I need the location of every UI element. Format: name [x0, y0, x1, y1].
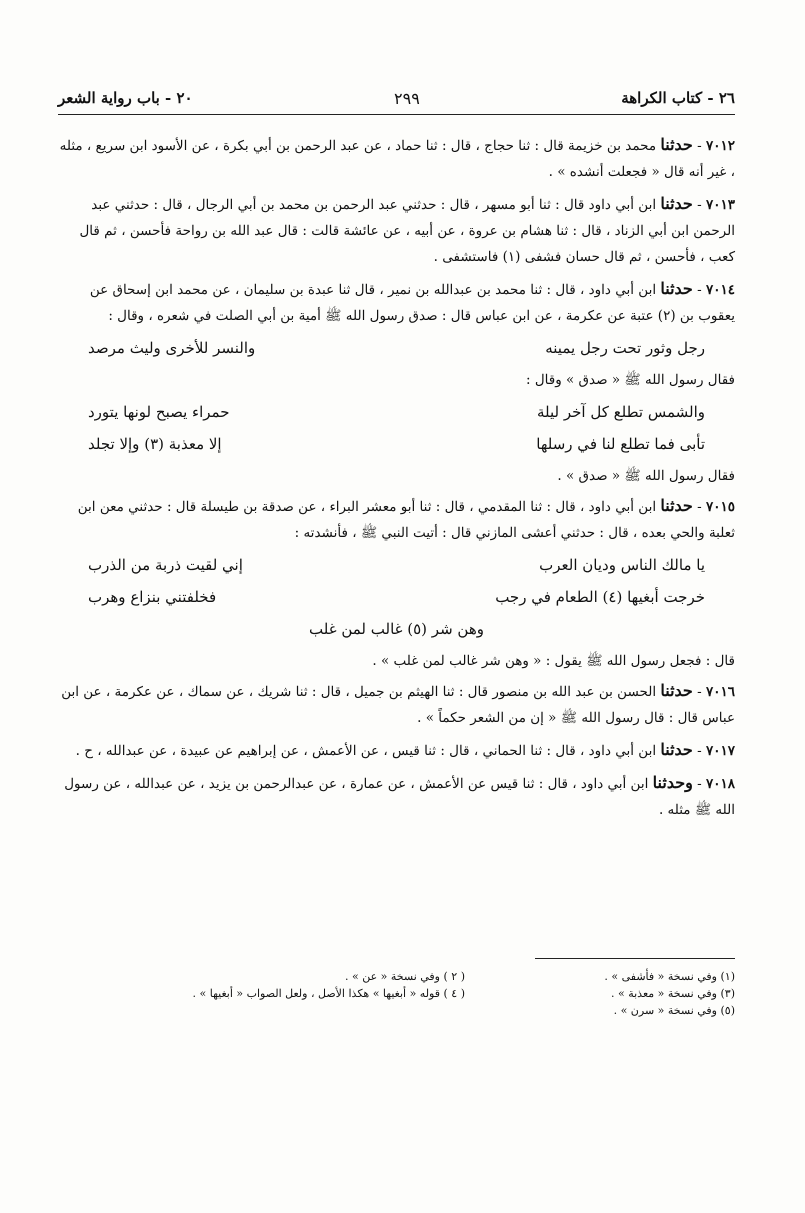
hadith-7015: ٧٠١٥ - حدثنا ابن أبي داود ، قال : ثنا المقدمي ، قال : ثنا أبو معشر البراء ، عن صدقة بن طيسلة قال : حدثني معن ابن ثعلبة والحي بعده ، قال : حدثني أعشى المازني قال : أتيت النبي ﷺ ، فأنشدته : — [77, 496, 735, 541]
footnotes-column-right — [505, 968, 735, 1019]
hemistich: يا مالك الناس وديان العرب — [539, 556, 705, 574]
hadith-opening: وحدثنا — [652, 773, 693, 792]
hemistich: وهن شر (٥) غالب لمن غلب — [309, 620, 484, 638]
hemistich: إلا معذبة (٣) وإلا تجلد — [88, 435, 222, 453]
hadith-7013: ٧٠١٣ - حدثنا ابن أبي داود قال : ثنا أبو مسهر ، قال : حدثني عبد الرحمن بن محمد بن أبي الرجال ، قال : حدثني عبد الرحمن ابن أبي الزناد ، قال : ثنا هشام بن عروة ، عن أبيه ، عن عائشة قالت : قال عبد الله بن رواحة فأحسن ، ثم قال كعب ، فأحسن ، ثم قال حسان فشفى (١) فاستشفى . — [79, 194, 735, 265]
verse-line — [58, 399, 735, 425]
hadith-number: ٧٠١٨ — [705, 776, 735, 792]
footnote: (١) وفي نسخة « فأشفى » . — [604, 970, 735, 983]
hadith-text: ابن أبي داود ، قال : ثنا قيس عن الأعمش ، عن عمارة ، عن عبدالرحمن بن يزيد ، عن عبدالله ، عن رسول الله ﷺ مثله . — [64, 776, 735, 818]
hemistich: فخلفتني بنزاع وهرب — [88, 588, 217, 606]
hadith-text: ابن أبي داود ، قال : ثنا الحماني ، قال : ثنا قيس ، عن الأعمش ، عن إبراهيم عن عبيدة ، عن عبدالله ، ح . — [75, 743, 657, 759]
verse-line — [58, 616, 735, 642]
hadith-number: ٧٠١٥ — [705, 499, 735, 515]
hadith-7018: ٧٠١٨ - وحدثنا ابن أبي داود ، قال : ثنا قيس عن الأعمش ، عن عمارة ، عن عبدالرحمن بن يزيد ، عن عبدالله ، عن رسول الله ﷺ مثله . — [64, 773, 735, 818]
verse-line — [58, 584, 735, 610]
verse-line — [58, 431, 735, 457]
hadith-7017: ٧٠١٧ - حدثنا ابن أبي داود ، قال : ثنا الحماني ، قال : ثنا قيس ، عن الأعمش ، عن إبراهيم عن عبيدة ، عن عبدالله ، ح . — [75, 740, 735, 759]
narration-line: قال : فجعل رسول الله ﷺ يقول : « وهن شر غالب لمن غلب » . — [372, 653, 735, 669]
hemistich: والشمس تطلع كل آخر ليلة — [537, 403, 705, 421]
page-header — [58, 84, 735, 112]
hadith-opening: حدثنا — [660, 740, 693, 759]
footnote: (٣) وفي نسخة « معذبة » . — [611, 987, 735, 1000]
chapter-title: ٢٦ - كتاب الكراهة — [621, 89, 735, 107]
hemistich: إني لقيت ذربة من الذرب — [88, 556, 243, 574]
hadith-number: ٧٠١٦ — [705, 684, 735, 700]
verse-line — [58, 552, 735, 578]
hadith-opening: حدثنا — [660, 279, 693, 298]
footnotes — [80, 968, 735, 1019]
hadith-number: ٧٠١٣ — [705, 197, 735, 213]
hadith-opening: حدثنا — [660, 496, 693, 515]
hadith-number: ٧٠١٢ — [705, 138, 735, 154]
section-title: ٢٠ - باب رواية الشعر — [58, 89, 193, 107]
header-rule — [58, 114, 735, 115]
hadith-number: ٧٠١٤ — [705, 282, 735, 298]
hadith-opening: حدثنا — [660, 194, 693, 213]
hemistich: والنسر للأخرى وليث مرصد — [88, 339, 256, 357]
hadith-7012: ٧٠١٢ - حدثنا محمد بن خزيمة قال : ثنا حجاج ، قال : ثنا حماد ، عن عبد الرحمن بن أبي بكرة ، عن الأسود ابن سريع ، مثله ، غير أنه قال « فجعلت أنشده » . — [59, 135, 735, 180]
hemistich: رجل وثور تحت رجل يمينه — [545, 339, 705, 357]
hadith-opening: حدثنا — [660, 135, 693, 154]
hadith-text: ابن أبي داود ، قال : ثنا محمد بن عبدالله بن نمير ، قال ثنا عبدة بن سليمان ، عن محمد ابن إسحاق عن يعقوب بن (٢) عتبة عن عكرمة ، عن ابن عباس قال : صدق رسول الله ﷺ أمية بن أبي الصلت في شعره ، وقال : — [89, 282, 735, 324]
hadith-text: ابن أبي داود قال : ثنا أبو مسهر ، قال : حدثني عبد الرحمن بن محمد بن أبي الرجال ، قال : حدثني عبد الرحمن ابن أبي الزناد ، قال : ثنا هشام بن عروة ، عن أبيه ، عن عائشة قالت : قال عبد الله بن رواحة فأحسن ، ثم قال كعب ، فأحسن ، ثم قال حسان فشفى (١) فاستشفى . — [79, 197, 735, 265]
narration-line: فقال رسول الله ﷺ « صدق » وقال : — [525, 372, 735, 388]
narration-line: فقال رسول الله ﷺ « صدق » . — [557, 468, 735, 484]
hadith-text: محمد بن خزيمة قال : ثنا حجاج ، قال : ثنا حماد ، عن عبد الرحمن بن أبي بكرة ، عن الأسود ابن سريع ، مثله ، غير أنه قال « فجعلت أنشده » . — [59, 138, 735, 180]
hadith-number: ٧٠١٧ — [705, 743, 735, 759]
verse-line — [58, 335, 735, 361]
hemistich: تأبى فما تطلع لنا في رسلها — [536, 435, 705, 453]
hadith-text: ابن أبي داود ، قال : ثنا المقدمي ، قال : ثنا أبو معشر البراء ، عن صدقة بن طيسلة قال : حدثني معن ابن ثعلبة والحي بعده ، قال : حدثني أعشى المازني قال : أتيت النبي ﷺ ، فأنشدته : — [77, 499, 735, 541]
hemistich: حمراء يصبح لونها يتورد — [88, 403, 230, 421]
hadith-text: الحسن بن عبد الله بن منصور قال : ثنا الهيثم بن جميل ، قال : ثنا شريك ، عن سماك ، عن عكرمة ، عن ابن عباس قال : قال رسول الله ﷺ « إن من الشعر حكماً » . — [61, 684, 735, 726]
hadith-7016: ٧٠١٦ - حدثنا الحسن بن عبد الله بن منصور قال : ثنا الهيثم بن جميل ، قال : ثنا شريك ، عن سماك ، عن عكرمة ، عن ابن عباس قال : قال رسول الله ﷺ « إن من الشعر حكماً » . — [61, 681, 735, 726]
main-text — [58, 132, 735, 829]
hadith-opening: حدثنا — [660, 681, 693, 700]
hadith-7014: ٧٠١٤ - حدثنا ابن أبي داود ، قال : ثنا محمد بن عبدالله بن نمير ، قال ثنا عبدة بن سليمان ، عن محمد ابن إسحاق عن يعقوب بن (٢) عتبة عن عكرمة ، عن ابن عباس قال : صدق رسول الله ﷺ أمية بن أبي الصلت في شعره ، وقال : — [89, 279, 735, 324]
page-number: ٢٩٩ — [394, 88, 420, 108]
footnote: (٥) وفي نسخة « سرن » . — [613, 1004, 735, 1017]
footnotes-column-left — [80, 968, 465, 1019]
hemistich: خرجت أبغيها (٤) الطعام في رجب — [495, 588, 705, 606]
footnote: ( ٤ ) قوله « أبغيها » هكذا الأصل ، ولعل الصواب « أبغيها » . — [192, 987, 465, 1000]
footnote: ( ٢ ) وفي نسخة « عن » . — [345, 970, 465, 983]
footnote-rule — [535, 958, 735, 959]
